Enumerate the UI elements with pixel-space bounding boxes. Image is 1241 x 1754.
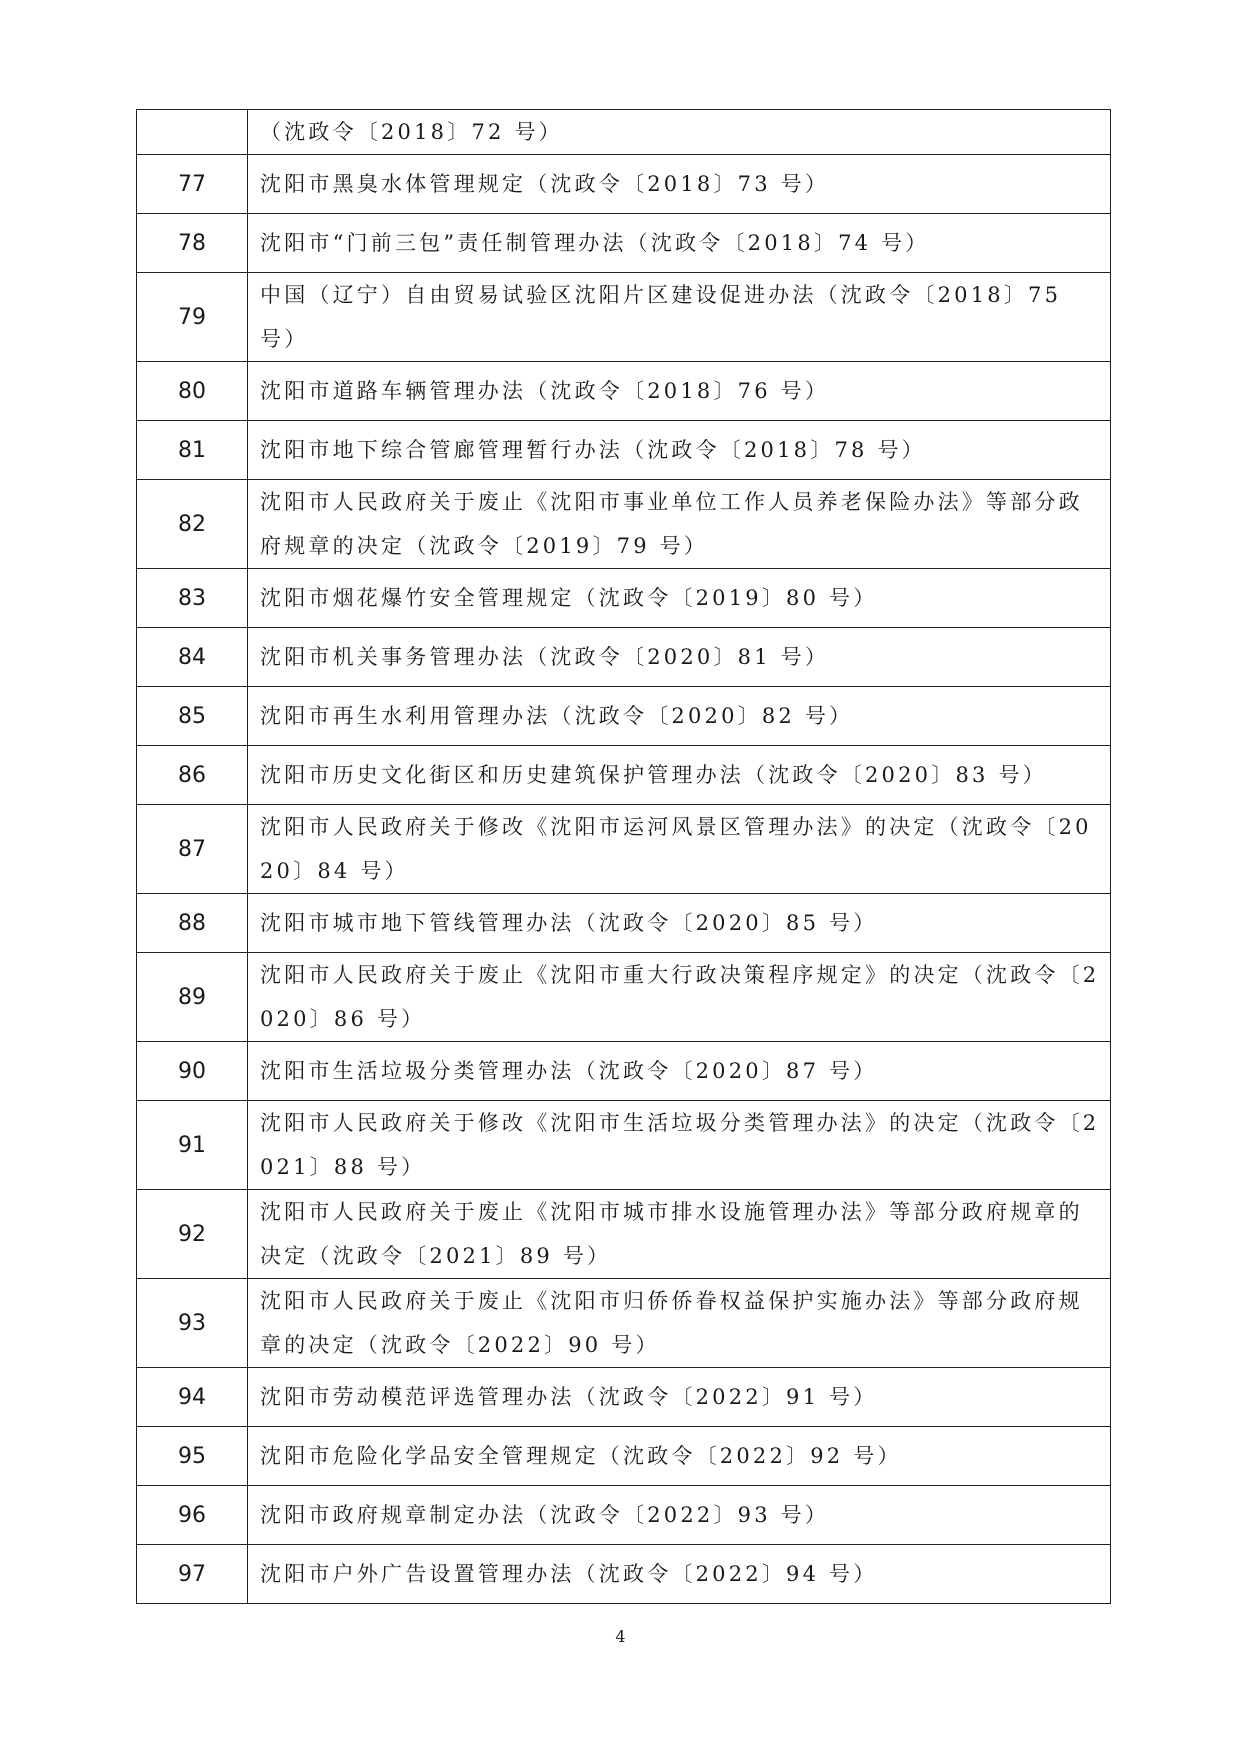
table-row bbox=[137, 1427, 1111, 1486]
table-row bbox=[137, 569, 1111, 628]
regulation-title: 沈阳市“门前三包”责任制管理办法（沈政令〔2018〕74 号） bbox=[248, 214, 1111, 273]
row-number bbox=[137, 110, 248, 155]
regulation-title: 沈阳市危险化学品安全管理规定（沈政令〔2022〕92 号） bbox=[248, 1427, 1111, 1486]
regulation-title: 沈阳市生活垃圾分类管理办法（沈政令〔2020〕87 号） bbox=[248, 1042, 1111, 1101]
row-number: 81 bbox=[137, 421, 248, 480]
table-row bbox=[137, 1545, 1111, 1604]
regulation-title: 沈阳市人民政府关于废止《沈阳市事业单位工作人员养老保险办法》等部分政府规章的决定（沈政令〔2019〕79 号） bbox=[248, 480, 1111, 569]
table-row bbox=[137, 155, 1111, 214]
row-number: 84 bbox=[137, 628, 248, 687]
table-row bbox=[137, 746, 1111, 805]
row-number: 87 bbox=[137, 805, 248, 894]
row-number: 82 bbox=[137, 480, 248, 569]
table-row bbox=[137, 953, 1111, 1042]
regulation-title: 沈阳市地下综合管廊管理暂行办法（沈政令〔2018〕78 号） bbox=[248, 421, 1111, 480]
regulation-title: 沈阳市户外广告设置管理办法（沈政令〔2022〕94 号） bbox=[248, 1545, 1111, 1604]
regulation-title: 沈阳市再生水利用管理办法（沈政令〔2020〕82 号） bbox=[248, 687, 1111, 746]
regulation-title: 沈阳市历史文化街区和历史建筑保护管理办法（沈政令〔2020〕83 号） bbox=[248, 746, 1111, 805]
row-number: 83 bbox=[137, 569, 248, 628]
table-row bbox=[137, 805, 1111, 894]
regulation-title: 沈阳市道路车辆管理办法（沈政令〔2018〕76 号） bbox=[248, 362, 1111, 421]
table-row bbox=[137, 1486, 1111, 1545]
regulation-title: 沈阳市政府规章制定办法（沈政令〔2022〕93 号） bbox=[248, 1486, 1111, 1545]
row-number: 88 bbox=[137, 894, 248, 953]
table-row bbox=[137, 110, 1111, 155]
table-row bbox=[137, 1190, 1111, 1279]
row-number: 89 bbox=[137, 953, 248, 1042]
regulation-title: 沈阳市机关事务管理办法（沈政令〔2020〕81 号） bbox=[248, 628, 1111, 687]
row-number: 79 bbox=[137, 273, 248, 362]
table-row bbox=[137, 421, 1111, 480]
table-row bbox=[137, 1368, 1111, 1427]
row-number: 95 bbox=[137, 1427, 248, 1486]
table-row bbox=[137, 273, 1111, 362]
row-number: 96 bbox=[137, 1486, 248, 1545]
row-number: 86 bbox=[137, 746, 248, 805]
regulation-title: 沈阳市劳动模范评选管理办法（沈政令〔2022〕91 号） bbox=[248, 1368, 1111, 1427]
table-row bbox=[137, 214, 1111, 273]
table-row bbox=[137, 894, 1111, 953]
table-row bbox=[137, 1279, 1111, 1368]
row-number: 91 bbox=[137, 1101, 248, 1190]
row-number: 92 bbox=[137, 1190, 248, 1279]
table-row bbox=[137, 362, 1111, 421]
table-row bbox=[137, 1042, 1111, 1101]
row-number: 90 bbox=[137, 1042, 248, 1101]
page-number: 4 bbox=[615, 1627, 626, 1646]
regulation-title: 沈阳市人民政府关于废止《沈阳市重大行政决策程序规定》的决定（沈政令〔2020〕86 号） bbox=[248, 953, 1111, 1042]
table-row bbox=[137, 628, 1111, 687]
regulation-title: 沈阳市黑臭水体管理规定（沈政令〔2018〕73 号） bbox=[248, 155, 1111, 214]
regulation-title: 沈阳市城市地下管线管理办法（沈政令〔2020〕85 号） bbox=[248, 894, 1111, 953]
regulation-title: 沈阳市人民政府关于修改《沈阳市运河风景区管理办法》的决定（沈政令〔2020〕84 号） bbox=[248, 805, 1111, 894]
regulations-table-body bbox=[137, 110, 1111, 1604]
row-number: 80 bbox=[137, 362, 248, 421]
table-row bbox=[137, 1101, 1111, 1190]
row-number: 94 bbox=[137, 1368, 248, 1427]
table-row bbox=[137, 687, 1111, 746]
regulation-title: 中国（辽宁）自由贸易试验区沈阳片区建设促进办法（沈政令〔2018〕75 号） bbox=[248, 273, 1111, 362]
regulation-title: 沈阳市人民政府关于修改《沈阳市生活垃圾分类管理办法》的决定（沈政令〔2021〕88 号） bbox=[248, 1101, 1111, 1190]
table-row bbox=[137, 480, 1111, 569]
row-number: 85 bbox=[137, 687, 248, 746]
row-number: 93 bbox=[137, 1279, 248, 1368]
row-number: 97 bbox=[137, 1545, 248, 1604]
row-number: 77 bbox=[137, 155, 248, 214]
regulations-table bbox=[136, 109, 1111, 1604]
regulation-title: 沈阳市人民政府关于废止《沈阳市归侨侨眷权益保护实施办法》等部分政府规章的决定（沈政令〔2022〕90 号） bbox=[248, 1279, 1111, 1368]
regulation-title: 沈阳市烟花爆竹安全管理规定（沈政令〔2019〕80 号） bbox=[248, 569, 1111, 628]
regulation-title: （沈政令〔2018〕72 号） bbox=[248, 110, 1111, 155]
regulation-title: 沈阳市人民政府关于废止《沈阳市城市排水设施管理办法》等部分政府规章的决定（沈政令〔2021〕89 号） bbox=[248, 1190, 1111, 1279]
row-number: 78 bbox=[137, 214, 248, 273]
